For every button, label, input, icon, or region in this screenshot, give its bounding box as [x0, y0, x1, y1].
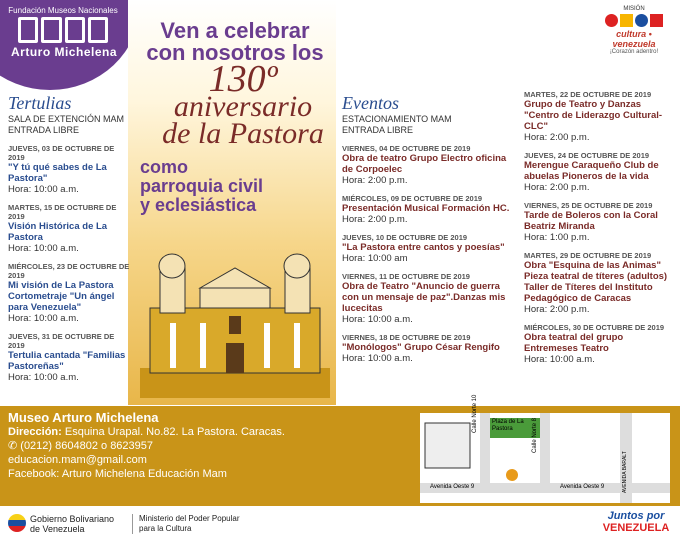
- evento-date: VIERNES, 11 DE OCTUBRE DE 2019: [342, 272, 470, 281]
- address-label: Dirección:: [8, 426, 62, 438]
- museum-name: Arturo Michelena: [10, 45, 117, 59]
- tertulia-date: JUEVES, 31 DE OCTUBRE DE 2019: [8, 332, 115, 350]
- evento-title: Obra de Teatro "Anuncio de guerra con un mensaje de paz".Danzas mis lucecitas: [342, 281, 506, 314]
- tertulias-section: [8, 93, 132, 383]
- evento-title: Obra "Esquina de las Animas" Pieza teatral de títeres (adultos) Taller de Títeres del Instituto Pedagógico de Caracas: [524, 260, 668, 304]
- evento-hora: Hora: 2:00 p.m.: [342, 175, 408, 186]
- gobierno-label: [30, 514, 114, 534]
- evento-title: "Monólogos" Grupo César Rengifo: [342, 342, 500, 353]
- evento-date: MARTES, 22 DE OCTUBRE DE 2019: [524, 90, 652, 99]
- tertulia-item: [8, 332, 132, 383]
- evento-item: [342, 194, 514, 225]
- evento-date: MARTES, 29 DE OCTUBRE DE 2019: [524, 251, 652, 260]
- evento-item: [524, 323, 674, 365]
- mision-name: cultura • venezuela: [612, 29, 656, 49]
- evento-date: VIERNES, 18 DE OCTUBRE DE 2019: [342, 333, 471, 342]
- anniversary-place: de la Pastora: [162, 117, 324, 150]
- evento-item: [342, 272, 514, 325]
- tertulia-hora: Hora: 10:00 a.m.: [8, 243, 79, 254]
- eventos-entry: ENTRADA LIBRE: [342, 125, 414, 135]
- church-illustration: [140, 238, 330, 398]
- evento-title: Presentación Musical Formación HC.: [342, 203, 510, 214]
- headline-line2: con nosotros los: [146, 40, 324, 65]
- tertulia-item: [8, 203, 132, 254]
- juntos-text: Juntos por: [607, 510, 665, 522]
- gobierno-line1: Gobierno Bolivariano: [30, 514, 115, 524]
- evento-date: MIÉRCOLES, 30 DE OCTUBRE DE 2019: [524, 323, 665, 332]
- parroquia-line3: y eclesiástica: [140, 195, 257, 215]
- map-baralt-label: AVENIDA BARALT: [622, 451, 628, 493]
- evento-hora: Hora: 10:00 a.m.: [524, 354, 595, 365]
- evento-title: Obra de teatro Grupo Electro oficina de Corpoelec: [342, 153, 507, 175]
- tertulia-title: Mi visión de La Pastora Cortometraje "Un ángel para Venezuela": [8, 280, 115, 313]
- tertulia-date: MIÉRCOLES, 23 DE OCTUBRE DE 2019: [8, 262, 130, 280]
- evento-hora: Hora: 10:00 a.m.: [342, 353, 413, 364]
- anniversary-word: aniversario: [173, 90, 313, 123]
- tertulia-item: [8, 144, 132, 195]
- tertulia-title: Tertulia cantada "Familias Pastoreñas": [8, 350, 126, 372]
- mision-tagline: ¡Corazón adentro!: [609, 49, 659, 55]
- evento-hora: Hora: 2:00 p.m.: [524, 182, 590, 193]
- ministerio-line2: para la Cultura: [139, 524, 192, 533]
- museum-logo-icon: [18, 17, 108, 43]
- evento-item: [524, 201, 674, 243]
- mision-shapes-icon: [594, 14, 674, 27]
- gobierno-line2: de Venezuela: [30, 524, 85, 534]
- tertulias-venue: SALA DE EXTENCIÓN MAM: [8, 114, 125, 124]
- eventos2-section: [524, 88, 674, 365]
- evento-item: [342, 144, 514, 186]
- evento-date: JUEVES, 10 DE OCTUBRE DE 2019: [342, 233, 468, 242]
- anniversary-number: 130º: [208, 58, 278, 100]
- evento-title: Tarde de Boleros con la Coral Beatriz Miranda: [524, 210, 658, 232]
- tertulia-date: JUEVES, 03 DE OCTUBRE DE 2019: [8, 144, 115, 162]
- evento-title: "La Pastora entre cantos y poesías": [342, 242, 505, 253]
- evento-hora: Hora: 2:00 p.m.: [342, 214, 408, 225]
- map-calle10-label: Calle Norte 10: [472, 394, 478, 433]
- map-av-oeste2-label: Avenida Oeste 9: [560, 484, 605, 490]
- mision-label: MISIÓN: [623, 6, 645, 12]
- headline-line1: Ven a celebrar: [160, 18, 310, 43]
- evento-date: MIÉRCOLES, 09 DE OCTUBRE DE 2019: [342, 194, 483, 203]
- parroquia-line1: como: [140, 157, 189, 177]
- footer-info: [8, 410, 368, 481]
- evento-hora: Hora: 2:00 p.m.: [524, 304, 590, 315]
- ministerio-line1: Ministerio del Poder Popular: [139, 514, 240, 523]
- footer-address: [8, 425, 368, 439]
- evento-item: [342, 233, 514, 264]
- tertulias-entry: ENTRADA LIBRE: [8, 125, 80, 135]
- ministerio-label: [132, 514, 240, 534]
- parroquia-line2: parroquia civil: [140, 176, 264, 196]
- tertulia-title: "Y tú qué sabes de La Pastora": [8, 162, 107, 184]
- parroquia-text: [140, 158, 330, 215]
- evento-title: Obra teatral del grupo Entremeses Teatro: [524, 332, 624, 354]
- evento-date: JUEVES, 24 DE OCTUBRE DE 2019: [524, 151, 650, 160]
- footer-facebook: Facebook: Arturo Michelena Educación Mam: [8, 468, 227, 480]
- eventos-title: Eventos: [342, 93, 399, 113]
- evento-title: Merengue Caraqueño Club de abuelas Pioneros de la vida: [524, 160, 659, 182]
- phone-value: (0212) 8604802 o 8623957: [20, 440, 154, 452]
- footer-email: educacion.mam@gmail.com: [8, 454, 147, 466]
- map-plaza-label: Plaza de La Pastora: [492, 419, 524, 432]
- tertulia-hora: Hora: 10:00 a.m.: [8, 313, 79, 324]
- tertulia-hora: Hora: 10:00 a.m.: [8, 372, 79, 383]
- tertulia-hora: Hora: 10:00 a.m.: [8, 184, 79, 195]
- foundation-name: Fundación Museos Nacionales: [8, 6, 118, 15]
- evento-item: [524, 251, 674, 315]
- venezuela-text: VENEZUELA: [602, 522, 670, 534]
- evento-date: VIERNES, 25 DE OCTUBRE DE 2019: [524, 201, 653, 210]
- footer-title: Museo Arturo Michelena: [8, 410, 159, 425]
- venezuela-flag-icon: [8, 514, 26, 532]
- address-value: Esquina Urapal. No.82. La Pastora. Caracas.: [64, 426, 285, 438]
- tertulia-date: MARTES, 15 DE OCTUBRE DE 2019: [8, 203, 117, 221]
- tertulia-title: Visión Histórica de La Pastora: [8, 221, 108, 243]
- evento-hora: Hora: 1:00 p.m.: [524, 232, 590, 243]
- evento-hora: Hora: 2:00 p.m.: [524, 132, 590, 143]
- tertulia-item: [8, 262, 132, 324]
- location-map: [420, 394, 670, 503]
- evento-hora: Hora: 10:00 a.m.: [342, 314, 413, 325]
- eventos-venue: ESTACIONAMIENTO MAM: [342, 114, 452, 124]
- tertulias-title: Tertulias: [8, 93, 72, 113]
- evento-item: [342, 333, 514, 364]
- mision-cultura-logo: [594, 6, 674, 55]
- evento-hora: Hora: 10:00 am: [342, 253, 408, 264]
- evento-title: Grupo de Teatro y Danzas "Centro de Liderazgo Cultural- CLC": [524, 99, 663, 132]
- phone-icon: ✆: [8, 440, 21, 452]
- evento-date: VIERNES, 04 DE OCTUBRE DE 2019: [342, 144, 471, 153]
- map-av-oeste-label: Avenida Oeste 9: [430, 484, 475, 490]
- evento-item: [524, 151, 674, 193]
- anniversary-title: [143, 58, 343, 150]
- eventos-section: [342, 93, 514, 364]
- juntos-logo: [596, 510, 676, 534]
- evento-item: [524, 90, 674, 143]
- map-calle8-label: Calle Norte 8: [532, 417, 538, 453]
- footer-phone: [8, 439, 368, 453]
